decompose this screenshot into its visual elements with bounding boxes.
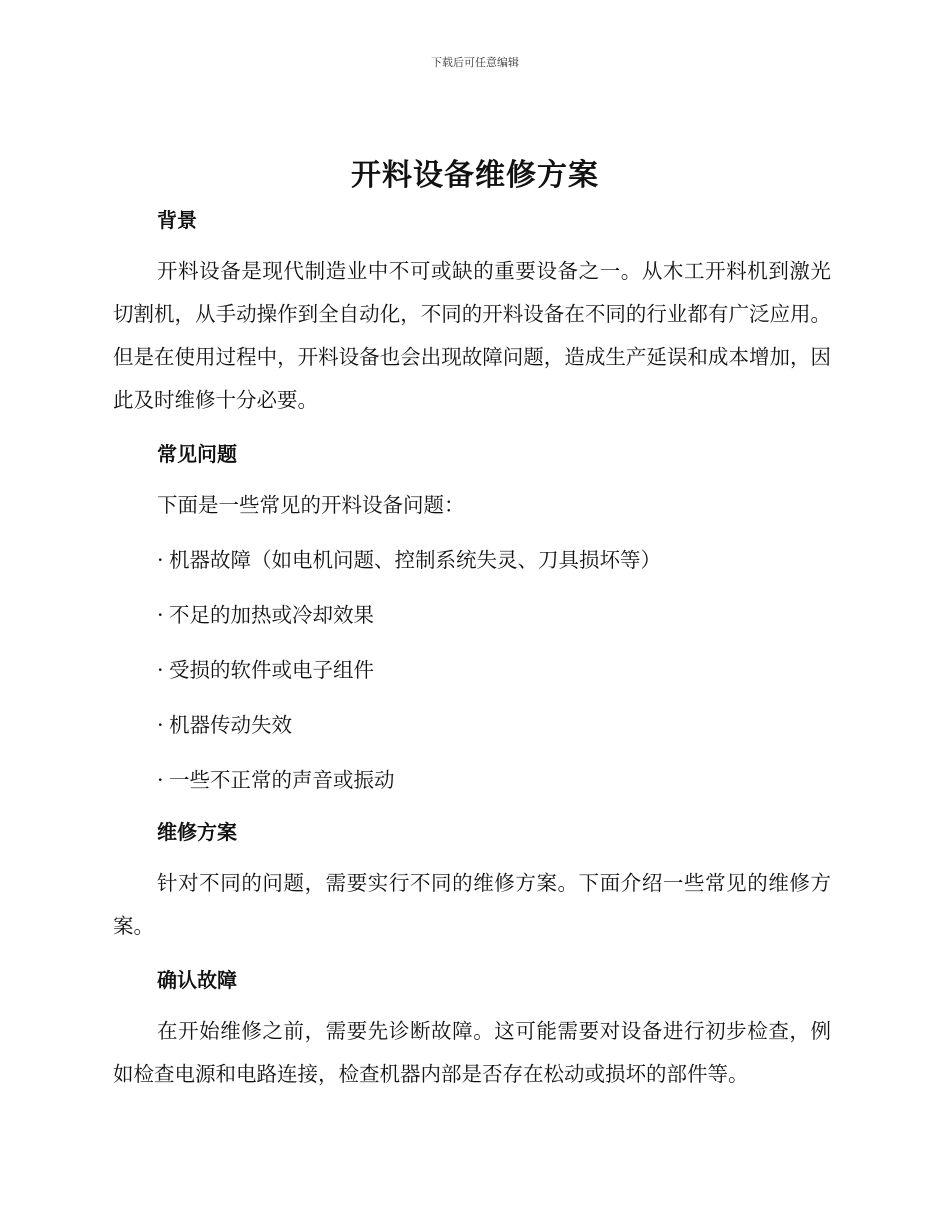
list-item: · 机器故障（如电机问题、控制系统失灵、刀具损坏等） bbox=[157, 539, 831, 582]
section-common-issues bbox=[113, 436, 831, 802]
document-body bbox=[113, 202, 831, 1096]
section-background bbox=[113, 202, 831, 422]
document-title: 开料设备维修方案 bbox=[351, 158, 599, 193]
issue-list bbox=[113, 539, 831, 802]
section-intro: 下面是一些常见的开料设备问题： bbox=[157, 493, 465, 517]
bullet-dot: · bbox=[157, 548, 164, 572]
section-repair-plan bbox=[113, 814, 831, 948]
header-note: 下载后可任意编辑 bbox=[431, 56, 519, 69]
list-item: · 不足的加热或冷却效果 bbox=[157, 594, 831, 637]
section-paragraph: 针对不同的问题，需要实行不同的维修方案。下面介绍一些常见的维修方案。 bbox=[113, 871, 831, 938]
section-confirm-fault bbox=[113, 962, 831, 1096]
list-item: · 一些不正常的声音或振动 bbox=[157, 759, 831, 802]
section-paragraph: 开料设备是现代制造业中不可或缺的重要设备之一。从木工开料机到激光切割机，从手动操作到全自动化，不同的开料设备在不同的行业都有广泛应用。但是在使用过程中，开料设备也会出现故障问题，造成生产延误和成本增加，因此及时维修十分必要。 bbox=[113, 259, 831, 412]
list-item: · 机器传动失效 bbox=[157, 704, 831, 747]
bullet-dot: · bbox=[157, 658, 164, 682]
section-paragraph: 在开始维修之前，需要先诊断故障。这可能需要对设备进行初步检查，例如检查电源和电路连接，检查机器内部是否存在松动或损坏的部件等。 bbox=[113, 1019, 831, 1086]
list-item: · 受损的软件或电子组件 bbox=[157, 649, 831, 692]
section-heading: 维修方案 bbox=[157, 820, 237, 844]
bullet-dot: · bbox=[157, 768, 164, 792]
section-heading: 背景 bbox=[157, 208, 197, 232]
bullet-dot: · bbox=[157, 603, 164, 627]
bullet-dot: · bbox=[157, 713, 164, 737]
section-heading: 常见问题 bbox=[157, 442, 237, 466]
section-heading: 确认故障 bbox=[157, 968, 237, 992]
